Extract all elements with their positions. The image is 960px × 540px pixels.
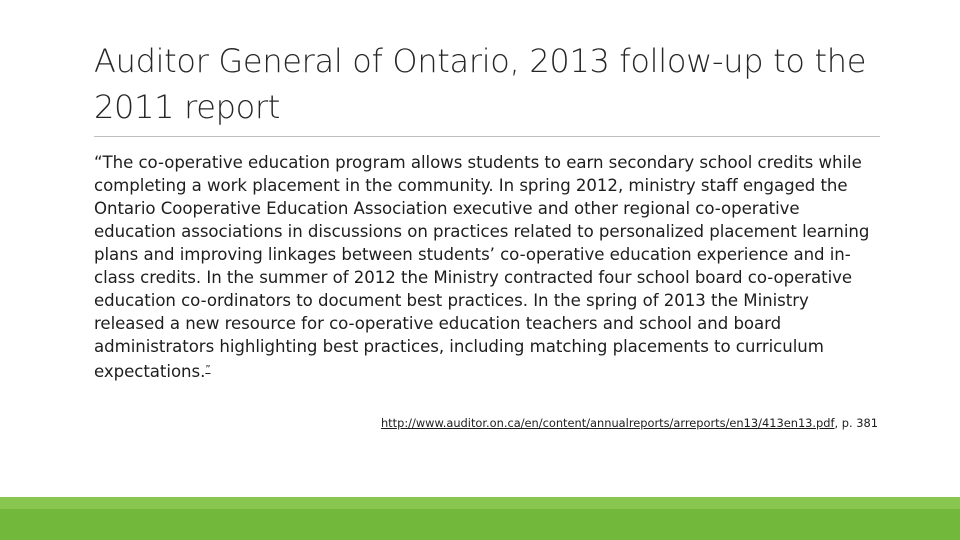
citation-link[interactable]: http://www.auditor.on.ca/en/content/annualreports/arreports/en13/413en13.pdf xyxy=(380,416,835,430)
citation xyxy=(381,414,878,432)
closing-quote-mark: ” xyxy=(205,364,211,375)
title-divider xyxy=(94,136,880,137)
footer-accent-highlight xyxy=(0,497,960,509)
slide-title: Auditor General of Ontario, 2013 follow-up to the 2011 report xyxy=(94,42,867,126)
quote-body xyxy=(94,151,884,383)
citation-page: , p. 381 xyxy=(834,416,878,430)
quote-text: “The co-operative education program allows students to earn secondary school credits while completing a work placement in the community. In spring 2012, ministry staff engaged the Ontario Cooperative Education Association executive and other regional co-operative education associations in discussions on practices related to personalized placement learning plans and improving linkages between students’ co-operative education experience and in-class credits. In the summer of 2012 the Ministry contracted four school board co-operative education co-ordinators to document best practices. In the spring of 2013 the Ministry released a new resource for co-operative education teachers and school and board administrators highlighting best practices, including matching placements to curriculum expectations. xyxy=(94,153,870,381)
